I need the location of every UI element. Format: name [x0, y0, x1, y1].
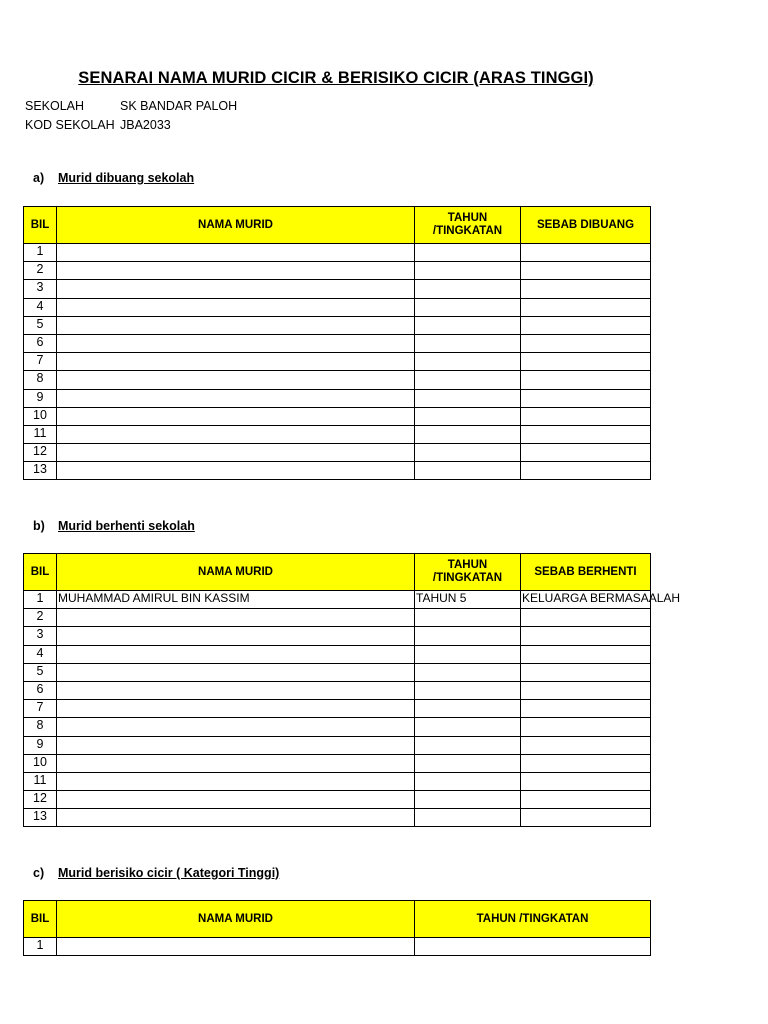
cell-sebab: [521, 791, 651, 809]
table-row: [24, 736, 651, 754]
table-row: [24, 280, 651, 298]
cell-bil: 8: [24, 371, 57, 389]
cell-tahun-tingkatan: [415, 407, 521, 425]
cell-tahun-tingkatan: [415, 462, 521, 480]
table-row: [24, 938, 651, 956]
cell-sebab: [521, 280, 651, 298]
cell-tahun-tingkatan: [415, 262, 521, 280]
cell-bil: 10: [24, 407, 57, 425]
header-bil: BIL: [24, 554, 57, 591]
cell-bil: 2: [24, 262, 57, 280]
section-b-heading: [33, 519, 195, 533]
cell-bil: 2: [24, 609, 57, 627]
cell-sebab: [521, 444, 651, 462]
table-murid-dibuang: [23, 206, 651, 480]
header-bil: BIL: [24, 207, 57, 244]
cell-sebab: [521, 425, 651, 443]
cell-nama-murid: [57, 736, 415, 754]
table-row: [24, 353, 651, 371]
cell-tahun-tingkatan: [415, 791, 521, 809]
cell-bil: 7: [24, 353, 57, 371]
cell-nama-murid: [57, 809, 415, 827]
table-row: [24, 298, 651, 316]
cell-nama-murid: [57, 316, 415, 334]
cell-tahun-tingkatan: [415, 627, 521, 645]
header-sebab-berhenti: SEBAB BERHENTI: [521, 554, 651, 591]
table-row: [24, 316, 651, 334]
cell-bil: 10: [24, 754, 57, 772]
cell-tahun-tingkatan: [415, 645, 521, 663]
cell-tahun-tingkatan: [415, 772, 521, 790]
cell-bil: 1: [24, 938, 57, 956]
cell-sebab: [521, 298, 651, 316]
cell-sebab: KELUARGA BERMASAALAH: [521, 591, 651, 609]
sekolah-label: SEKOLAH: [25, 99, 85, 113]
cell-nama-murid: [57, 371, 415, 389]
cell-sebab: [521, 809, 651, 827]
table-row: [24, 462, 651, 480]
header-nama-murid: NAMA MURID: [57, 207, 415, 244]
cell-bil: 4: [24, 298, 57, 316]
cell-tahun-tingkatan: [415, 244, 521, 262]
cell-tahun-tingkatan: [415, 609, 521, 627]
cell-tahun-tingkatan: [415, 444, 521, 462]
cell-bil: 1: [24, 244, 57, 262]
table-row: [24, 791, 651, 809]
cell-nama-murid: [57, 938, 415, 956]
cell-tahun-tingkatan: [415, 280, 521, 298]
cell-nama-murid: [57, 280, 415, 298]
section-b-title: Murid berhenti sekolah: [58, 519, 195, 533]
cell-nama-murid: [57, 298, 415, 316]
cell-nama-murid: [57, 681, 415, 699]
cell-tahun-tingkatan: [415, 663, 521, 681]
section-b-letter: b): [33, 519, 45, 533]
cell-bil: 7: [24, 700, 57, 718]
section-a-letter: a): [33, 171, 45, 185]
cell-nama-murid: [57, 425, 415, 443]
cell-nama-murid: [57, 407, 415, 425]
cell-tahun-tingkatan: [415, 700, 521, 718]
cell-sebab: [521, 389, 651, 407]
table-row: [24, 425, 651, 443]
cell-bil: 1: [24, 591, 57, 609]
cell-sebab: [521, 609, 651, 627]
cell-sebab: [521, 407, 651, 425]
cell-bil: 11: [24, 772, 57, 790]
table-row: [24, 244, 651, 262]
cell-sebab: [521, 736, 651, 754]
cell-bil: 12: [24, 791, 57, 809]
cell-tahun-tingkatan: [415, 718, 521, 736]
cell-sebab: [521, 700, 651, 718]
cell-tahun-tingkatan: [415, 334, 521, 352]
section-a-heading: [33, 171, 194, 185]
table-row: [24, 609, 651, 627]
cell-bil: 6: [24, 681, 57, 699]
cell-sebab: [521, 462, 651, 480]
cell-bil: 13: [24, 809, 57, 827]
cell-nama-murid: [57, 262, 415, 280]
cell-sebab: [521, 371, 651, 389]
cell-sebab: [521, 718, 651, 736]
cell-bil: 8: [24, 718, 57, 736]
header-tahun-tingkatan: TAHUN /TINGKATAN: [415, 207, 521, 244]
cell-bil: 5: [24, 316, 57, 334]
table-row: [24, 627, 651, 645]
cell-tahun-tingkatan: [415, 353, 521, 371]
header-nama-murid: NAMA MURID: [57, 901, 415, 938]
section-c-heading: [33, 866, 279, 880]
kod-sekolah-value: JBA2033: [120, 118, 171, 132]
table-row: [24, 371, 651, 389]
cell-sebab: [521, 754, 651, 772]
cell-tahun-tingkatan: [415, 389, 521, 407]
section-a-title: Murid dibuang sekolah: [58, 171, 195, 185]
cell-bil: 11: [24, 425, 57, 443]
kod-sekolah-label: KOD SEKOLAH: [25, 118, 115, 132]
header-nama-murid: NAMA MURID: [57, 554, 415, 591]
cell-nama-murid: [57, 609, 415, 627]
cell-sebab: [521, 645, 651, 663]
cell-nama-murid: [57, 718, 415, 736]
table-row: [24, 772, 651, 790]
header-bil: BIL: [24, 901, 57, 938]
cell-sebab: [521, 244, 651, 262]
cell-tahun-tingkatan: [415, 736, 521, 754]
cell-bil: 13: [24, 462, 57, 480]
table-row: [24, 407, 651, 425]
cell-sebab: [521, 663, 651, 681]
cell-bil: 6: [24, 334, 57, 352]
cell-tahun-tingkatan: [415, 425, 521, 443]
table-row: [24, 681, 651, 699]
cell-nama-murid: [57, 244, 415, 262]
cell-tahun-tingkatan: [415, 809, 521, 827]
cell-nama-murid: [57, 389, 415, 407]
cell-bil: 9: [24, 389, 57, 407]
cell-bil: 12: [24, 444, 57, 462]
table-row: [24, 262, 651, 280]
cell-tahun-tingkatan: [415, 754, 521, 772]
header-tahun-tingkatan: TAHUN /TINGKATAN: [415, 901, 651, 938]
table-row: [24, 700, 651, 718]
cell-nama-murid: [57, 334, 415, 352]
cell-nama-murid: [57, 663, 415, 681]
cell-nama-murid: [57, 444, 415, 462]
cell-sebab: [521, 627, 651, 645]
table-row: [24, 591, 651, 609]
table-row: [24, 444, 651, 462]
cell-sebab: [521, 772, 651, 790]
cell-bil: 9: [24, 736, 57, 754]
cell-nama-murid: [57, 627, 415, 645]
section-c-letter: c): [33, 866, 45, 880]
cell-nama-murid: [57, 772, 415, 790]
table-row: [24, 754, 651, 772]
table-row: [24, 389, 651, 407]
cell-nama-murid: [57, 462, 415, 480]
table-row: [24, 809, 651, 827]
table-murid-berhenti: [23, 553, 681, 827]
cell-sebab: [521, 262, 651, 280]
cell-sebab: [521, 316, 651, 334]
table-row: [24, 718, 651, 736]
cell-nama-murid: [57, 700, 415, 718]
table-murid-berisiko-cicir: [23, 900, 651, 956]
cell-sebab: [521, 681, 651, 699]
cell-tahun-tingkatan: [415, 316, 521, 334]
cell-nama-murid: [57, 791, 415, 809]
table-row: [24, 645, 651, 663]
cell-bil: 3: [24, 280, 57, 298]
header-tahun-tingkatan: TAHUN /TINGKATAN: [415, 554, 521, 591]
sekolah-value: SK BANDAR PALOH: [120, 99, 238, 113]
cell-tahun-tingkatan: [415, 681, 521, 699]
cell-bil: 5: [24, 663, 57, 681]
document-title: SENARAI NAMA MURID CICIR & BERISIKO CICIR (ARAS TINGGI): [78, 69, 594, 87]
cell-nama-murid: [57, 353, 415, 371]
cell-nama-murid: [57, 645, 415, 663]
header-sebab-dibuang: SEBAB DIBUANG: [521, 207, 651, 244]
cell-tahun-tingkatan: [415, 938, 651, 956]
table-row: [24, 663, 651, 681]
cell-tahun-tingkatan: [415, 298, 521, 316]
cell-bil: 4: [24, 645, 57, 663]
cell-nama-murid: [57, 754, 415, 772]
cell-bil: 3: [24, 627, 57, 645]
section-c-title: Murid berisiko cicir ( Kategori Tinggi): [58, 866, 280, 880]
cell-sebab: [521, 334, 651, 352]
cell-nama-murid: MUHAMMAD AMIRUL BIN KASSIM: [57, 591, 415, 609]
cell-tahun-tingkatan: TAHUN 5: [415, 591, 521, 609]
table-row: [24, 334, 651, 352]
cell-sebab: [521, 353, 651, 371]
cell-tahun-tingkatan: [415, 371, 521, 389]
